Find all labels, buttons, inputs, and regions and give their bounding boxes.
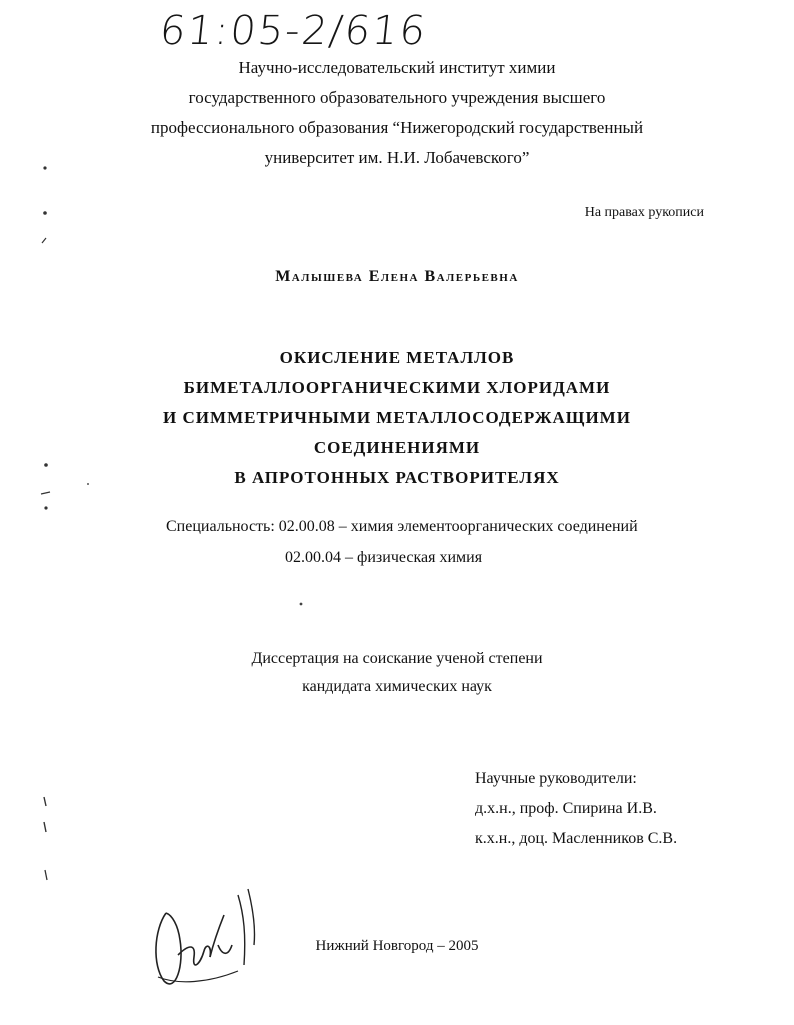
title-line-2: БИМЕТАЛЛООРГАНИЧЕСКИМИ ХЛОРИДАМИ [183, 378, 611, 397]
manuscript-rights-note: На правах рукописи [584, 205, 704, 220]
supervisors-heading: Научные руководители: [475, 770, 637, 787]
degree-line-1: Диссертация на соискание ученой степени [251, 650, 543, 667]
archive-code-handwritten: 61:05-2/616 [157, 8, 430, 54]
speck [300, 603, 303, 606]
institution-line-3: профессионального образования “Нижегородский государственный [150, 118, 644, 137]
speck [44, 463, 48, 467]
speck [44, 822, 46, 832]
title-line-3: И СИММЕТРИЧНЫМИ МЕТАЛЛОСОДЕРЖАЩИМИ [163, 408, 631, 427]
speck [43, 211, 47, 215]
speck [42, 238, 46, 243]
title-line-1: ОКИСЛЕНИЕ МЕТАЛЛОВ [279, 348, 515, 367]
speck [45, 870, 47, 880]
title-line-4: СОЕДИНЕНИЯМИ [313, 438, 481, 457]
specialty-line-1: Специальность: 02.00.08 – химия элементоорганических соединений [166, 518, 638, 535]
degree-line-2: кандидата химических наук [302, 678, 492, 695]
supervisor-first: д.х.н., проф. Спирина И.В. [475, 800, 657, 817]
place-and-year: Нижний Новгород – 2005 [315, 938, 479, 954]
institution-line-2: государственного образовательного учреждения высшего [188, 88, 606, 107]
speck [41, 492, 50, 494]
speck [44, 506, 47, 509]
institution-line-4: университет им. Н.И. Лобачевского” [264, 148, 530, 167]
title-line-5: В АПРОТОННЫХ РАСТВОРИТЕЛЯХ [234, 468, 560, 487]
speck [44, 797, 46, 806]
author-name: Малышева Елена Валерьевна [275, 268, 519, 285]
institution-line-1: Научно-исследовательский институт химии [238, 58, 556, 77]
specialty-line-2: 02.00.04 – физическая химия [285, 549, 483, 566]
supervisor-second: к.х.н., доц. Масленников С.В. [475, 830, 678, 847]
